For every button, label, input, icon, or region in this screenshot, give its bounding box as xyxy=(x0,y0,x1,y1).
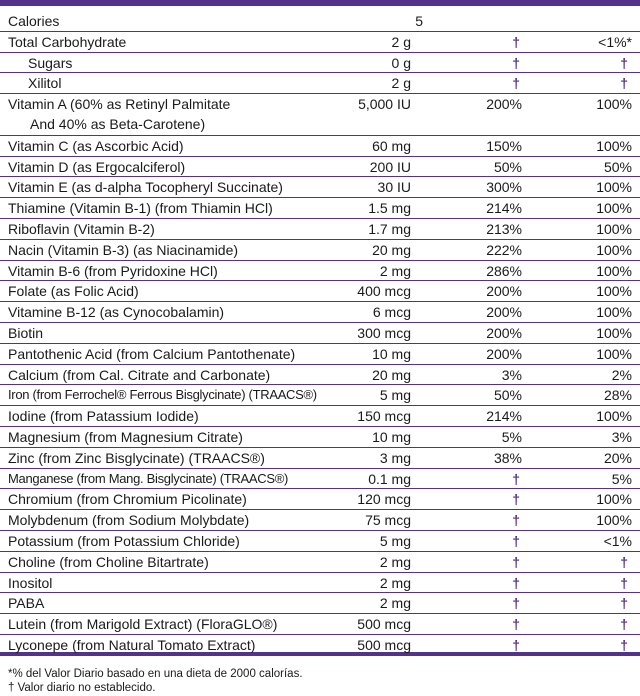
daily-value-children: 200% xyxy=(486,96,522,113)
nutrient-row xyxy=(0,427,640,448)
nutrient-name xyxy=(8,11,59,31)
nutrient-name-line: Potassium (from Potassium Chloride) xyxy=(8,532,240,549)
daily-value-adults: † xyxy=(620,636,628,653)
nutrient-name-line: Thiamine (Vitamin B-1) (from Thiamin HCl) xyxy=(8,200,273,217)
nutrient-name xyxy=(8,406,199,426)
nutrient-name-line: Riboflavin (Vitamin B-2) xyxy=(8,220,155,237)
daily-value-adults: <1%* xyxy=(598,33,632,50)
nutrient-name xyxy=(8,552,209,572)
amount-per-serving: 0 g xyxy=(391,54,411,71)
nutrient-row xyxy=(0,406,640,427)
amount-per-serving: 5 xyxy=(415,13,423,29)
daily-value-adults: <1% xyxy=(603,532,632,549)
daily-value-children: 50% xyxy=(493,387,522,404)
nutrient-row xyxy=(0,614,640,635)
nutrient-row xyxy=(0,552,640,573)
nutrient-name xyxy=(8,614,277,634)
nutrient-name-line: Xilitol xyxy=(28,75,62,92)
nutrient-name xyxy=(8,94,230,134)
nutrient-row xyxy=(0,489,640,510)
nutrient-name xyxy=(8,32,126,52)
nutrient-name xyxy=(8,219,155,239)
daily-value-adults: 100% xyxy=(596,512,632,529)
nutrient-name-line: Vitamin C (as Ascorbic Acid) xyxy=(8,137,184,154)
daily-value-children: † xyxy=(512,33,520,50)
amount-per-serving: 1.5 mg xyxy=(368,200,411,217)
daily-value-children: 222% xyxy=(486,241,522,258)
amount-per-serving: 2 mg xyxy=(379,595,411,612)
daily-value-adults: 100% xyxy=(596,283,632,300)
amount-per-serving: 500 mcg xyxy=(357,636,411,653)
nutrient-name xyxy=(8,469,288,489)
daily-value-children: † xyxy=(512,54,520,71)
nutrient-name xyxy=(8,448,265,468)
daily-value-children: 50% xyxy=(493,158,522,175)
nutrient-name-line: Choline (from Choline Bitartrate) xyxy=(8,553,209,570)
nutrient-name-line: Sugars xyxy=(28,54,73,71)
amount-per-serving: 500 mcg xyxy=(357,616,411,633)
nutrient-name xyxy=(8,157,185,177)
daily-value-adults: † xyxy=(620,616,628,633)
amount-per-serving: 1.7 mg xyxy=(368,220,411,237)
daily-value-adults: 100% xyxy=(596,345,632,362)
amount-per-serving: 2 g xyxy=(391,33,411,50)
daily-value-children: 200% xyxy=(486,324,522,341)
daily-value-adults: 20% xyxy=(603,449,632,466)
daily-value-adults: 100% xyxy=(596,304,632,321)
nutrient-name-line: Total Carbohydrate xyxy=(8,33,127,50)
nutrient-name xyxy=(8,365,270,385)
daily-value-adults: 3% xyxy=(611,428,632,445)
nutrient-name-line: Vitamin B-6 (from Pyridoxine HCl) xyxy=(8,262,218,279)
nutrient-name-line: Vitamin A (60% as Retinyl Palmitate xyxy=(8,96,231,113)
amount-per-serving: 5 mg xyxy=(379,387,411,404)
daily-value-children: 38% xyxy=(493,449,522,466)
nutrient-name xyxy=(8,344,295,364)
daily-value-adults: 100% xyxy=(596,137,632,154)
daily-value-adults: 5% xyxy=(611,470,632,487)
daily-value-adults: † xyxy=(620,574,628,591)
nutrient-row xyxy=(0,219,640,240)
amount-per-serving: 30 IU xyxy=(377,179,411,196)
nutrient-row xyxy=(0,448,640,469)
amount-per-serving: 150 mcg xyxy=(357,408,411,425)
nutrient-row xyxy=(0,32,640,53)
daily-value-adults: 2% xyxy=(611,366,632,383)
nutrient-row xyxy=(0,261,640,282)
daily-value-children: 214% xyxy=(486,408,522,425)
nutrient-row xyxy=(0,573,640,594)
daily-value-children: † xyxy=(512,512,520,529)
daily-value-adults: 50% xyxy=(603,158,632,175)
nutrient-name-line: Zinc (from Zinc Bisglycinate) (TRAACS®) xyxy=(8,449,265,466)
daily-value-adults: † xyxy=(620,54,628,71)
amount-per-serving: 75 mcg xyxy=(365,512,411,529)
nutrient-row xyxy=(0,323,640,344)
nutrient-row xyxy=(0,302,640,323)
nutrient-name-line: Folate (as Folic Acid) xyxy=(8,283,139,300)
nutrient-name-line: Iron (from Ferrochel® Ferrous Bisglycinate) (TRAACS®) xyxy=(8,387,317,403)
nutrient-name xyxy=(8,510,249,530)
not-established-footnote: † Valor diario no establecido. xyxy=(8,681,156,694)
amount-per-serving: 3 mg xyxy=(379,449,411,466)
daily-value-adults: † xyxy=(620,75,628,92)
amount-per-serving: 20 mg xyxy=(372,241,411,258)
daily-value-children: 286% xyxy=(486,262,522,279)
amount-per-serving: 120 mcg xyxy=(357,491,411,508)
nutrient-name-line: Vitamin D (as Ergocalciferol) xyxy=(8,158,186,175)
nutrient-row xyxy=(0,157,640,178)
daily-value-children: † xyxy=(512,491,520,508)
daily-value-adults: 100% xyxy=(596,220,632,237)
nutrient-name xyxy=(8,593,44,613)
nutrient-name xyxy=(8,427,243,447)
nutrient-name xyxy=(8,261,218,281)
top-rule xyxy=(0,0,640,6)
nutrient-name-line: Lutein (from Marigold Extract) (FloraGLO®) xyxy=(8,616,278,633)
nutrient-row xyxy=(0,510,640,531)
supplement-facts-table xyxy=(0,11,640,656)
daily-value-adults: 100% xyxy=(596,491,632,508)
nutrient-row xyxy=(0,240,640,261)
daily-value-children: † xyxy=(512,636,520,653)
nutrient-name-line: Vitamin E (as d-alpha Tocopheryl Succinate) xyxy=(8,179,283,196)
nutrient-name xyxy=(8,385,317,405)
amount-per-serving: 0.1 mg xyxy=(368,470,411,487)
nutrient-name xyxy=(8,531,240,551)
amount-per-serving: 5 mg xyxy=(379,532,411,549)
daily-value-children: 214% xyxy=(486,200,522,217)
nutrient-name xyxy=(8,323,43,343)
daily-value-children: † xyxy=(512,75,520,92)
daily-value-children: 3% xyxy=(501,366,522,383)
nutrient-name-line: Biotin xyxy=(8,324,44,341)
nutrient-name xyxy=(8,177,283,197)
daily-value-children: 200% xyxy=(486,345,522,362)
nutrient-name-line: Chromium (from Chromium Picolinate) xyxy=(8,491,247,508)
nutrient-name-line: Calories xyxy=(8,13,60,29)
daily-value-children: † xyxy=(512,595,520,612)
nutrient-name-line: Vitamine B-12 (as Cynocobalamin) xyxy=(8,304,225,321)
nutrient-name-line: Iodine (from Patassium Iodide) xyxy=(8,408,199,425)
daily-value-children: 200% xyxy=(486,283,522,300)
amount-per-serving: 2 g xyxy=(391,75,411,92)
daily-value-children: † xyxy=(512,470,520,487)
daily-value-adults: † xyxy=(620,595,628,612)
nutrient-name-line: PABA xyxy=(8,595,45,612)
nutrient-name xyxy=(8,573,52,593)
amount-per-serving: 10 mg xyxy=(372,345,411,362)
nutrient-row xyxy=(0,385,640,406)
daily-value-adults: 28% xyxy=(603,387,632,404)
nutrient-name-line: Manganese (from Mang. Bisglycinate) (TRAACS®) xyxy=(8,470,289,486)
nutrient-name-line: Lyconepe (from Natural Tomato Extract) xyxy=(8,636,256,653)
nutrient-row xyxy=(0,635,640,656)
nutrient-name xyxy=(8,136,184,156)
amount-per-serving: 10 mg xyxy=(372,428,411,445)
daily-value-children: † xyxy=(512,553,520,570)
daily-value-children: 213% xyxy=(486,220,522,237)
nutrient-name xyxy=(8,302,224,322)
nutrient-row xyxy=(0,344,640,365)
nutrient-name-line: Nacin (Vitamin B-3) (as Niacinamide) xyxy=(8,241,239,258)
nutrient-row xyxy=(0,281,640,302)
nutrient-name xyxy=(8,635,255,655)
nutrient-name-line: Calcium (from Cal. Citrate and Carbonate) xyxy=(8,366,271,383)
daily-value-adults: † xyxy=(620,553,628,570)
nutrient-name-line: Inositol xyxy=(8,574,53,591)
nutrient-name-line-2: And 40% as Beta-Carotene) xyxy=(30,116,206,133)
nutrient-name xyxy=(8,198,273,218)
daily-value-children: † xyxy=(512,616,520,633)
daily-value-children: † xyxy=(512,532,520,549)
daily-value-adults: 100% xyxy=(596,200,632,217)
amount-per-serving: 6 mcg xyxy=(372,304,411,321)
nutrient-row xyxy=(0,365,640,386)
nutrient-row xyxy=(0,593,640,614)
daily-value-children: 300% xyxy=(486,179,522,196)
nutrient-row xyxy=(0,73,640,94)
nutrient-row xyxy=(0,198,640,219)
amount-per-serving: 300 mcg xyxy=(357,324,411,341)
daily-value-children: 200% xyxy=(486,304,522,321)
daily-value-adults: 100% xyxy=(596,241,632,258)
daily-value-children: 5% xyxy=(501,428,522,445)
nutrient-row xyxy=(0,94,640,136)
amount-per-serving: 400 mcg xyxy=(357,283,411,300)
daily-value-footnote: *% del Valor Diario basado en una dieta de 2000 calorías. xyxy=(8,668,303,680)
nutrient-name xyxy=(28,53,72,73)
nutrient-row xyxy=(0,11,640,32)
amount-per-serving: 2 mg xyxy=(379,553,411,570)
nutrient-name-line: Pantothenic Acid (from Calcium Pantothenate) xyxy=(8,345,296,362)
amount-per-serving: 60 mg xyxy=(372,137,411,154)
daily-value-adults: 100% xyxy=(596,324,632,341)
nutrient-row xyxy=(0,469,640,490)
nutrient-name xyxy=(28,73,61,93)
amount-per-serving: 2 mg xyxy=(379,262,411,279)
amount-per-serving: 2 mg xyxy=(379,574,411,591)
nutrient-row xyxy=(0,136,640,157)
daily-value-adults: 100% xyxy=(596,262,632,279)
nutrient-name-line: Magnesium (from Magnesium Citrate) xyxy=(8,428,243,445)
nutrient-name xyxy=(8,281,139,301)
daily-value-adults: 100% xyxy=(596,408,632,425)
nutrient-row xyxy=(0,53,640,74)
footnotes xyxy=(8,668,303,695)
amount-per-serving: 200 IU xyxy=(369,158,411,175)
amount-per-serving: 5,000 IU xyxy=(358,96,411,113)
daily-value-children: † xyxy=(512,574,520,591)
nutrient-name xyxy=(8,489,247,509)
nutrient-name xyxy=(8,240,238,260)
daily-value-children: 150% xyxy=(486,137,522,154)
nutrient-row xyxy=(0,531,640,552)
daily-value-adults: 100% xyxy=(596,179,632,196)
daily-value-adults: 100% xyxy=(596,96,632,113)
amount-per-serving: 20 mg xyxy=(372,366,411,383)
nutrient-name-line: Molybdenum (from Sodium Molybdate) xyxy=(8,512,250,529)
nutrient-row xyxy=(0,177,640,198)
